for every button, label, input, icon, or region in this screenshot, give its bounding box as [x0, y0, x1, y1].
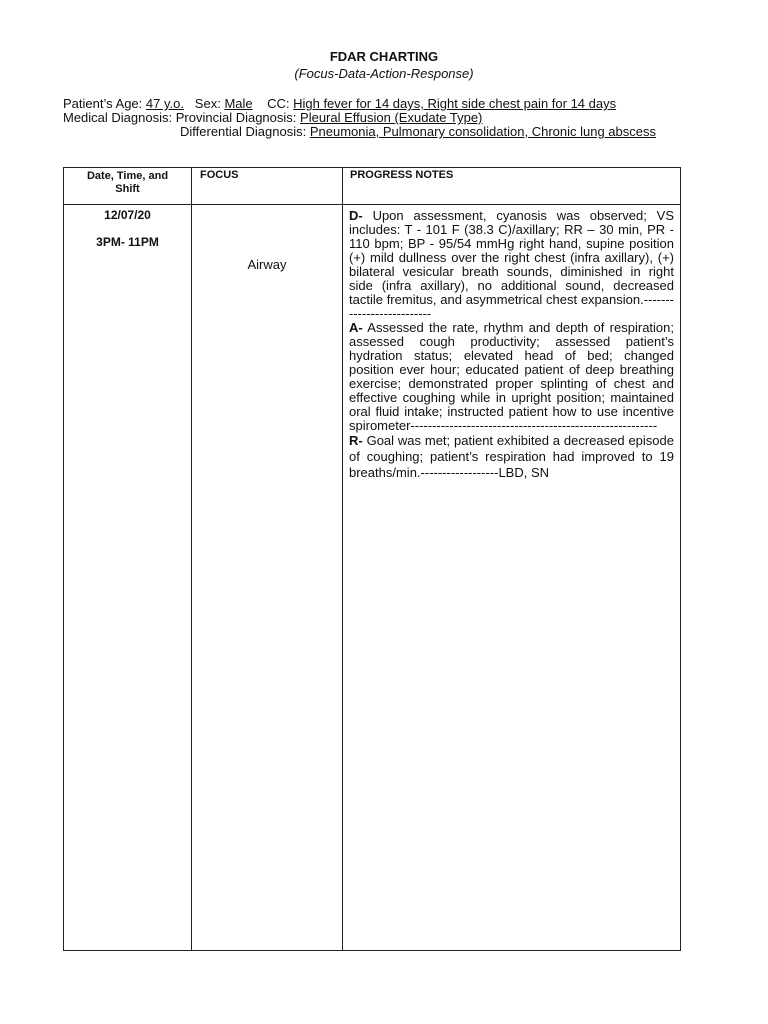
entry-shift: 3PM- 11PM: [96, 235, 159, 249]
medical-diagnosis-line: [63, 110, 482, 125]
action-note: [349, 321, 674, 433]
data-note: [349, 209, 674, 321]
data-label: D-: [349, 208, 363, 223]
header-progress-notes: PROGRESS NOTES: [343, 168, 681, 205]
header-date-time-shift: [64, 168, 192, 205]
response-text: Goal was met; patient exhibited a decreased episode of coughing; patient’s respiration had improved to 19 breaths/min.------------------LBD, SN: [349, 433, 674, 480]
progress-notes-cell: [343, 205, 681, 951]
response-label: R-: [349, 433, 363, 448]
sex-value: Male: [224, 96, 253, 111]
provincial-diagnosis-value: Pleural Effusion (Exudate Type): [300, 110, 483, 125]
header-date-line2: Shift: [115, 183, 140, 195]
cc-label: CC:: [267, 96, 290, 111]
patient-info-line: [63, 96, 616, 111]
differential-diagnosis-label: Differential Diagnosis:: [180, 124, 307, 139]
age-label: Patient’s Age:: [63, 96, 143, 111]
cc-value: High fever for 14 days, Right side chest pain for 14 days: [293, 96, 617, 111]
document-subtitle: (Focus-Data-Action-Response): [294, 66, 474, 81]
header-date-line1: Date, Time, and: [86, 170, 169, 182]
entry-date: 12/07/20: [104, 208, 151, 222]
table-row: [64, 205, 681, 951]
response-note: [349, 433, 674, 481]
date-shift-cell: [64, 205, 192, 951]
entry-focus: Airway: [247, 257, 287, 272]
action-label: A-: [349, 320, 363, 335]
differential-diagnosis-value: Pneumonia, Pulmonary consolidation, Chronic lung abscess: [309, 124, 656, 139]
age-value: 47 y.o.: [145, 96, 184, 111]
data-text: Upon assessment, cyanosis was observed; VS includes: T - 101 F (38.3 C)/axillary; RR – 30 min, PR - 110 bpm; BP - 95/54 mmHg right hand, supine position (+) mild dullness over the right chest (infra axillary), (+) bilateral vesicular breath sounds, diminished in right side (infra axillary), no additional sound, decreased tactile fremitus, and asymmetrical chest expansion.--------------------------: [349, 208, 674, 321]
fdar-table: [63, 167, 681, 951]
focus-cell: [192, 205, 343, 951]
header-focus: FOCUS: [192, 168, 343, 205]
document-title: FDAR CHARTING: [329, 49, 439, 64]
table-header-row: [64, 168, 681, 205]
action-text: Assessed the rate, rhythm and depth of respiration; assessed cough productivity; assessed patient’s hydration status; elevated head of bed; changed position ever hour; educated patient of deep breathing exercise; demonstrated proper splinting of chest and effective coughing while in upright position; maintained oral fluid intake; instructed patient how to use incentive spirometer---------------------------------------------------------: [349, 320, 674, 433]
progress-notes: [343, 205, 680, 481]
sex-label: Sex:: [194, 96, 221, 111]
medical-diagnosis-label: Medical Diagnosis:: [63, 110, 173, 125]
provincial-diagnosis-label: Provincial Diagnosis:: [175, 110, 297, 125]
differential-diagnosis-line: [180, 124, 656, 139]
